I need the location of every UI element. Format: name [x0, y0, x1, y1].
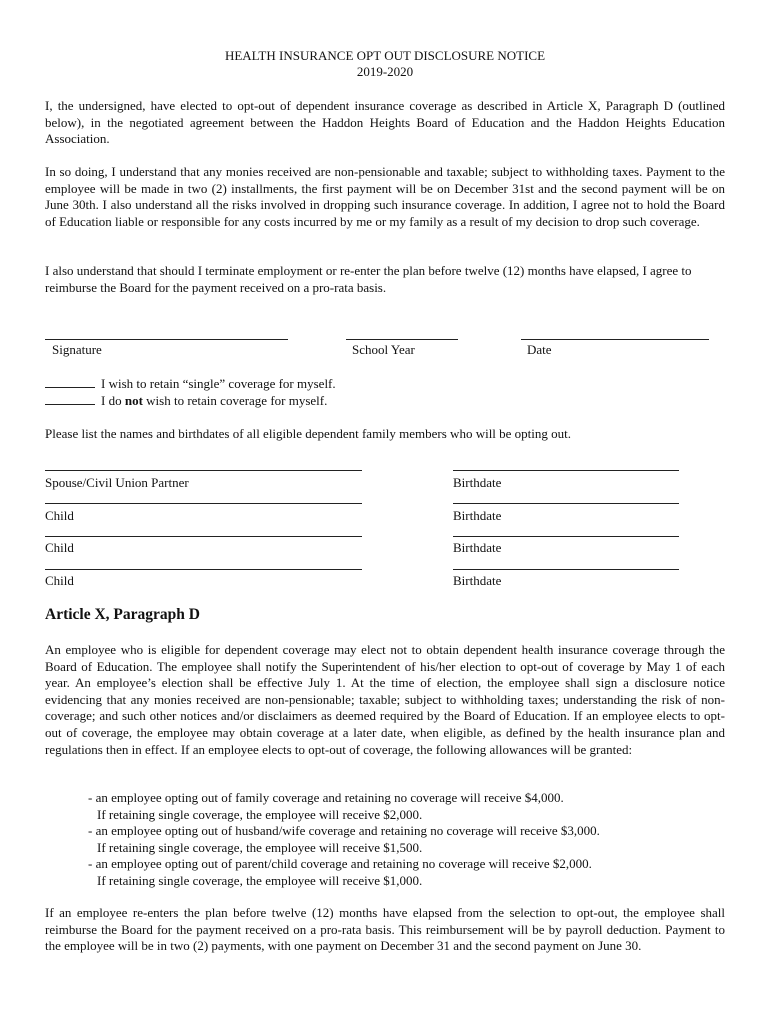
no-coverage-text-pre: I do [101, 393, 125, 408]
dependent-name-line[interactable] [45, 470, 362, 471]
allowances-list [88, 790, 708, 890]
intro-paragraph-2: In so doing, I understand that any monies received are non-pensionable and taxable; subject to withholding taxes. Payment to the employee will be made in two (2) installments, the first payment will be on December 31st and the second payment will be on June 30th. I also understand all the risks involved in dropping such insurance coverage. In addition, I agree not to hold the Board of Education liable or responsible for any costs incurred by me or my family as a result of my decision to drop such coverage. [45, 164, 725, 229]
signature-label: Signature [52, 342, 102, 357]
school-year-line[interactable] [346, 339, 458, 340]
dependent-name-line[interactable] [45, 569, 362, 570]
no-coverage-text-bold: not [124, 393, 143, 408]
dependent-birthdate-label: Birthdate [453, 508, 502, 523]
intro-paragraph-1: I, the undersigned, have elected to opt-out of dependent insurance coverage as described in Article X, Paragraph D (outlined below), in the negotiated agreement between the Haddon Heights Board of Education and the Haddon Heights Education Association. [45, 98, 725, 147]
no-coverage-blank[interactable] [45, 393, 95, 405]
allowance-item: - an employee opting out of husband/wife coverage and retaining no coverage will receive $3,000. [88, 823, 600, 839]
dependent-birthdate-line[interactable] [453, 536, 679, 537]
allowance-item: If retaining single coverage, the employee will receive $1,000. [97, 872, 423, 888]
date-line[interactable] [521, 339, 709, 340]
allowance-item: - an employee opting out of family coverage and retaining no coverage will receive $4,000. [88, 790, 564, 805]
article-closing: If an employee re-enters the plan before twelve (12) months have elapsed from the selection to opt-out, the employee shall reimburse the Board for the payment received on a pro-rata basis. This reimbursement will be by payroll deduction. Payment to the employee will be in two (2) payments, with one payment on December 31 and the second payment on June 30. [45, 905, 725, 954]
article-body: An employee who is eligible for dependent coverage may elect not to obtain dependent health insurance coverage through the Board of Education. The employee shall notify the Superintendent of his/her election to opt-out of coverage by May 1 of each year. An employee’s election shall be effective July 1. At the time of election, the employee shall sign a disclosure notice evidencing that any monies received are non-pensionable; taxable; subject to withholding taxes; understanding the risk of non-coverage; and such other notices and/or disclaimers as deemed required by the Board of Education. If an employee elects to opt-out of coverage, the employee may obtain coverage at a later date, when eligible, as defined by the health insurance plan and regulations then in effect. If an employee elects to opt-out of coverage, the following allowances will be granted: [45, 642, 725, 757]
intro-paragraph-3: I also understand that should I terminate employment or re-enter the plan before twelve (12) months have elapsed, I agree to reimburse the Board for the payment received on a pro-rata basis. [45, 263, 692, 295]
article-heading: Article X, Paragraph D [45, 606, 200, 623]
coverage-option-none [45, 392, 327, 409]
dependent-birthdate-line[interactable] [453, 470, 679, 471]
allowance-item: - an employee opting out of parent/child coverage and retaining no coverage will receive $2,000. [88, 856, 592, 872]
dependents-instruction: Please list the names and birthdates of all eligible dependent family members who will be opting out. [45, 426, 572, 441]
dependent-birthdate-line[interactable] [453, 569, 679, 570]
dependent-name-label: Child [45, 508, 74, 523]
dependent-name-line[interactable] [45, 503, 362, 504]
no-coverage-text-post: wish to retain coverage for myself. [142, 393, 328, 408]
document-year: 2019-2020 [356, 64, 414, 79]
dependent-birthdate-label: Birthdate [453, 475, 502, 490]
date-label: Date [527, 342, 552, 357]
dependent-birthdate-label: Birthdate [453, 540, 502, 555]
dependent-name-label: Child [45, 573, 74, 588]
dependent-name-label: Spouse/Civil Union Partner [45, 475, 189, 490]
document-title: HEALTH INSURANCE OPT OUT DISCLOSURE NOTICE [224, 48, 546, 63]
school-year-label: School Year [352, 342, 415, 357]
coverage-option-single [45, 375, 336, 392]
dependent-birthdate-label: Birthdate [453, 573, 502, 588]
dependent-name-label: Child [45, 540, 74, 555]
allowance-item: If retaining single coverage, the employee will receive $1,500. [97, 839, 423, 855]
single-coverage-blank[interactable] [45, 376, 95, 388]
single-coverage-text: I wish to retain “single” coverage for myself. [101, 376, 336, 391]
allowance-item: If retaining single coverage, the employee will receive $2,000. [97, 806, 423, 822]
dependent-birthdate-line[interactable] [453, 503, 679, 504]
document-header [0, 48, 770, 80]
dependent-name-line[interactable] [45, 536, 362, 537]
signature-line[interactable] [45, 339, 288, 340]
